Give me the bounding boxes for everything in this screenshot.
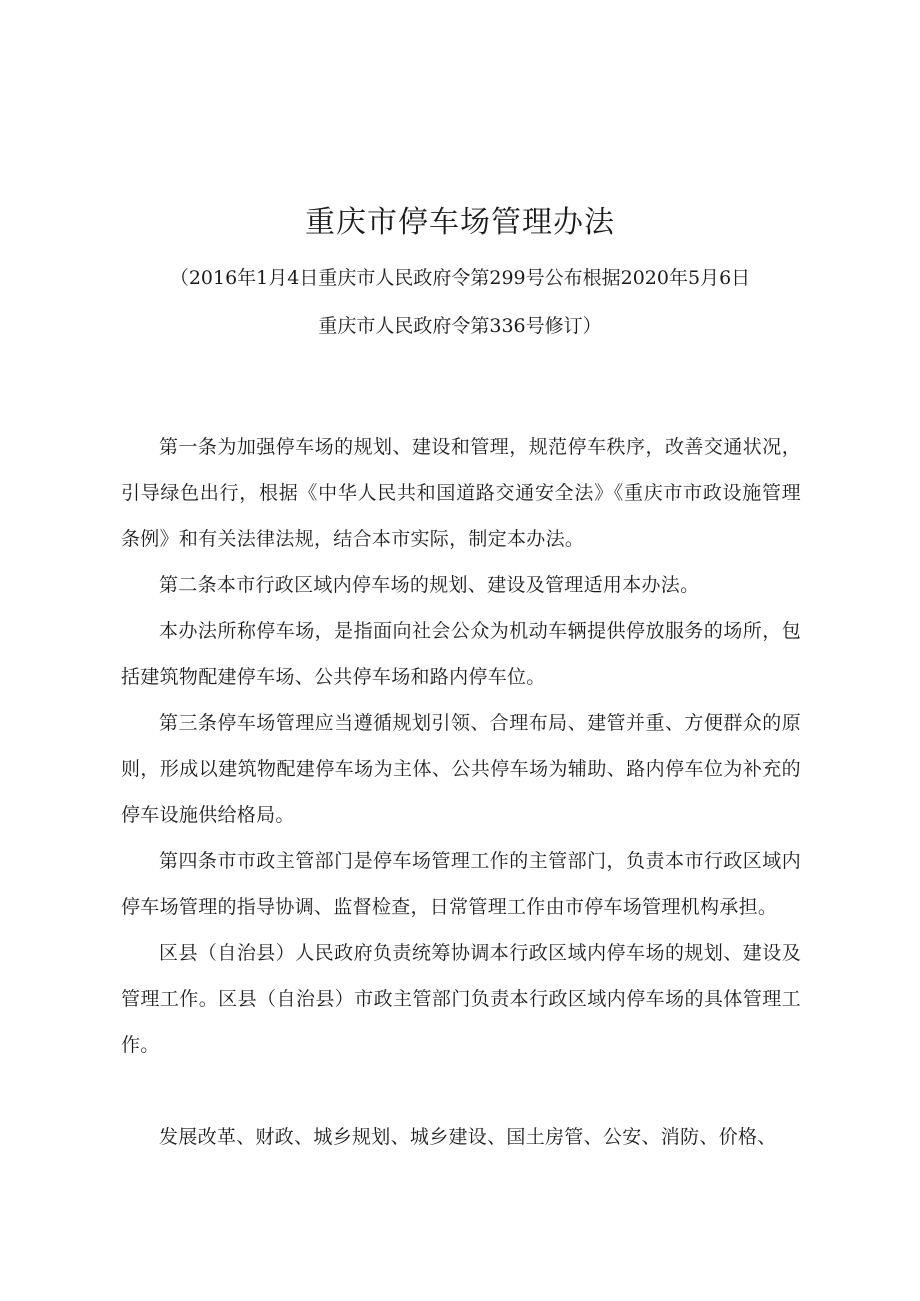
document-subtitle-line1: （2016年1月4日重庆市人民政府令第299号公布根据2020年5月6日 — [169, 267, 751, 289]
paragraph-article-2: 第二条本市行政区域内停车场的规划、建设及管理适用本办法。 — [159, 574, 700, 596]
paragraph-definition: 本办法所称停车场，是指面向社会公众为机动车辆提供停放服务的场所，包括建筑物配建停车场、公共停车场和路内停车位。 — [121, 620, 801, 688]
document-title: 重庆市停车场管理办法 — [305, 205, 615, 240]
paragraph-district-duties: 区县（自治县）人民政府负责统筹协调本行政区域内停车场的规划、建设及管理工作。区县（自治县）市政主管部门负责本行政区域内停车场的具体管理工作。 — [121, 942, 801, 1056]
document-subtitle-line2: 重庆市人民政府令第336号修订） — [318, 315, 602, 337]
document-body — [121, 424, 801, 1160]
paragraph-article-1: 第一条为加强停车场的规划、建设和管理，规范停车秩序，改善交通状况，引导绿色出行，根据《中华人民共和国道路交通安全法》《重庆市市政设施管理条例》和有关法律法规，结合本市实际，制定本办法。 — [121, 436, 801, 550]
paragraph-departments: 发展改革、财政、城乡规划、城乡建设、国土房管、公安、消防、价格、 — [159, 1126, 777, 1148]
paragraph-article-3: 第三条停车场管理应当遵循规划引领、合理布局、建管并重、方便群众的原则，形成以建筑物配建停车场为主体、公共停车场为辅助、路内停车位为补充的停车设施供给格局。 — [121, 712, 801, 826]
paragraph-article-4: 第四条市市政主管部门是停车场管理工作的主管部门，负责本市行政区域内停车场管理的指导协调、监督检查，日常管理工作由市停车场管理机构承担。 — [121, 850, 801, 918]
